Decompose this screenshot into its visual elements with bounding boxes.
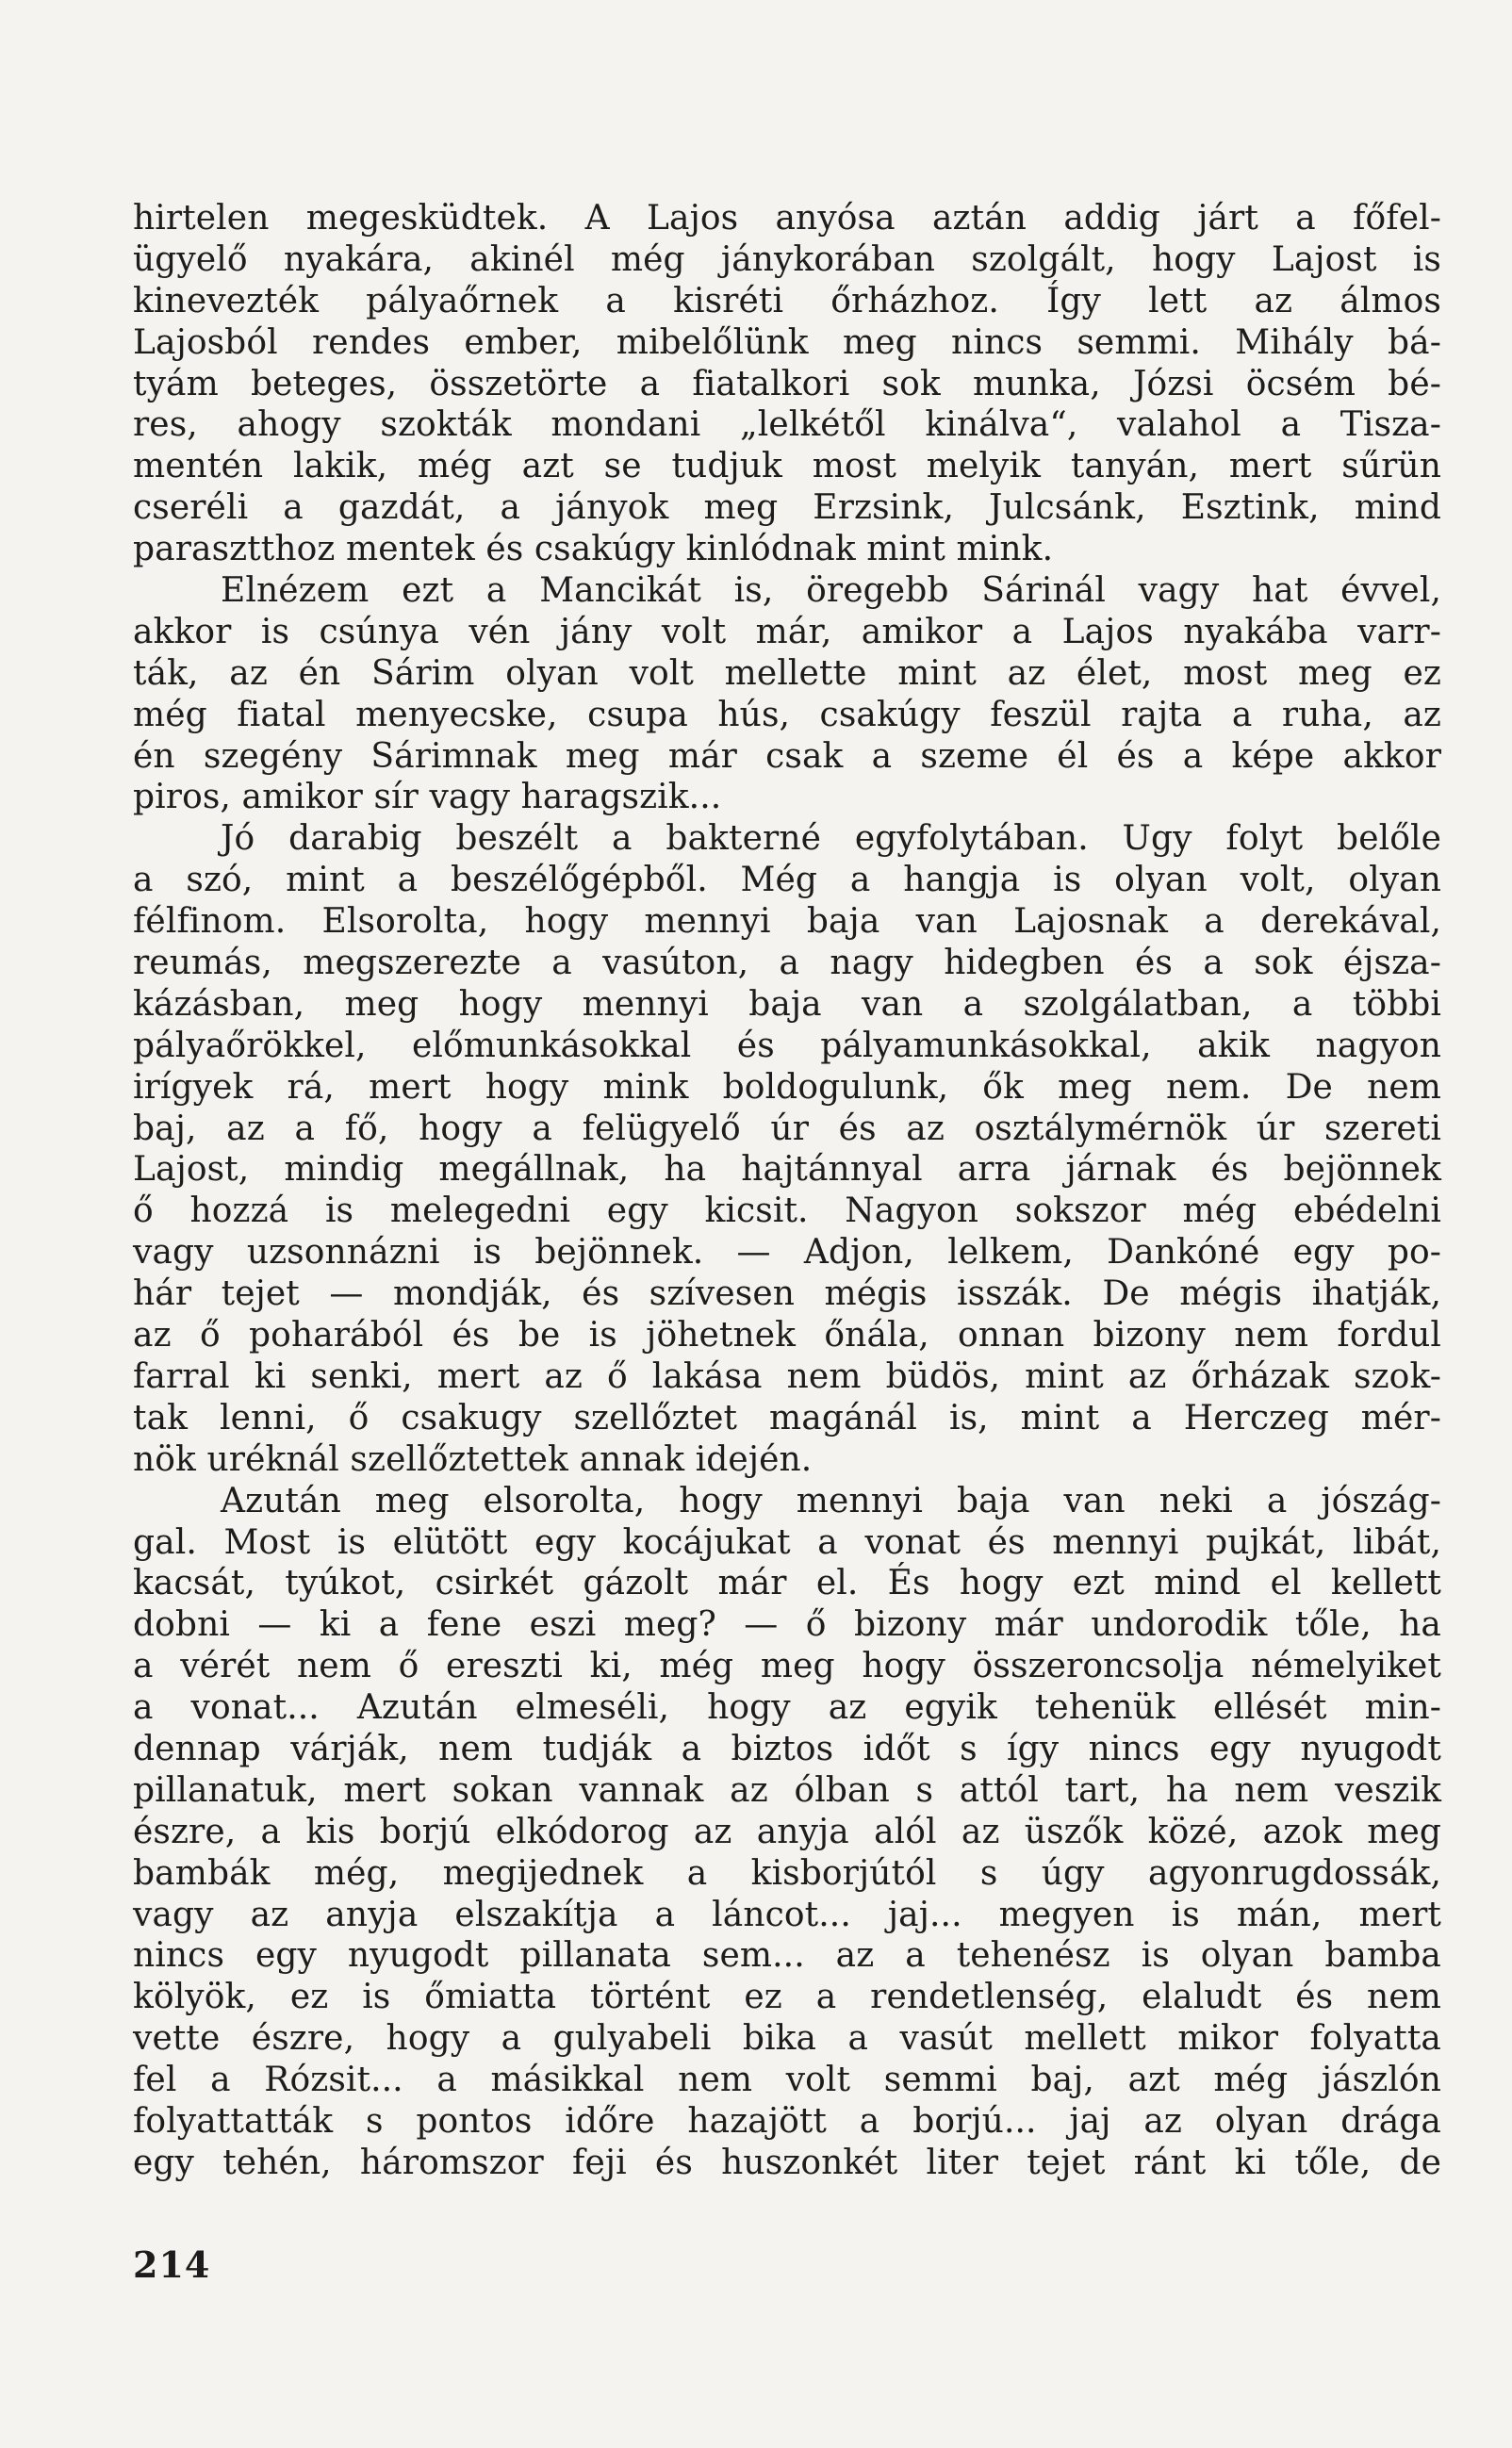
text-line: piros, amikor sír vagy haragszik... <box>133 778 722 817</box>
text-line: vagy uzsonnázni is bejönnek. — Adjon, lelkem, Dankóné egy po- <box>133 1233 1441 1273</box>
text-line: akkor is csúnya vén jány volt már, amikor a Lajos nyakába varr- <box>133 612 1441 651</box>
text-line: Elnézem ezt a Mancikát is, öregebb Sárinál vagy hat évvel, <box>221 571 1441 611</box>
paragraph-3 <box>133 818 1441 1480</box>
page-number: 214 <box>133 2243 211 2286</box>
text-line: irígyek rá, mert hogy mink boldogulunk, ők meg nem. De nem <box>133 1067 1441 1107</box>
text-line: még fiatal menyecske, csupa hús, csakúgy feszül rajta a ruha, az <box>133 695 1441 734</box>
text-line: hirtelen megesküdtek. A Lajos anyósa aztán addig járt a főfel- <box>133 199 1441 238</box>
text-line: bambák még, megijednek a kisborjútól s úgy agyonrugdossák, <box>133 1853 1441 1893</box>
text-line: nök uréknál szellőztettek annak idején. <box>133 1439 813 1479</box>
text-line: res, ahogy szokták mondani „lelkétől kinálva“, valahol a Tisza- <box>133 405 1441 445</box>
text-line: dobni — ki a fene eszi meg? — ő bizony már undorodik tőle, ha <box>133 1605 1441 1645</box>
text-line: folyattatták s pontos időre hazajött a borjú... jaj az olyan drága <box>133 2101 1441 2141</box>
text-line: mentén lakik, még azt se tudjuk most melyik tanyán, mert sűrün <box>133 447 1441 486</box>
text-line: egy tehén, háromszor feji és huszonkét liter tejet ránt ki tőle, de <box>133 2143 1441 2182</box>
text-line: kázásban, meg hogy mennyi baja van a szolgálatban, a többi <box>133 984 1441 1024</box>
text-line: tyám beteges, összetörte a fiatalkori sok munka, Józsi öcsém bé- <box>133 364 1441 403</box>
text-line: pillanatuk, mert sokan vannak az ólban s attól tart, ha nem veszik <box>133 1770 1441 1810</box>
text-line: kinevezték pályaőrnek a kisréti őrházhoz. Így lett az álmos <box>133 281 1441 320</box>
text-line: reumás, megszerezte a vasúton, a nagy hidegben és a sok éjsza- <box>133 944 1441 983</box>
text-line: dennap várják, nem tudják a biztos időt s így nincs egy nyugodt <box>133 1729 1441 1768</box>
text-line: Lajosból rendes ember, mibelőlünk meg nincs semmi. Mihály bá- <box>133 322 1441 362</box>
text-line: hár tejet — mondják, és szívesen mégis isszák. De mégis ihatják, <box>133 1274 1441 1314</box>
text-line: észre, a kis borjú elkódorog az anyja alól az üszők közé, azok meg <box>133 1812 1441 1851</box>
text-line: ták, az én Sárim olyan volt mellette mint az élet, most meg ez <box>133 653 1441 693</box>
text-line: nincs egy nyugodt pillanata sem... az a tehenész is olyan bamba <box>133 1936 1441 1976</box>
text-line: baj, az a fő, hogy a felügyelő úr és az osztálymérnök úr szereti <box>133 1109 1441 1148</box>
text-line: ő hozzá is melegedni egy kicsit. Nagyon sokszor még ebédelni <box>133 1191 1441 1231</box>
text-line: tak lenni, ő csakugy szellőztet magánál is, mint a Herczeg mér- <box>133 1398 1441 1438</box>
text-line: a vonat... Azután elmeséli, hogy az egyik tehenük ellését min- <box>133 1688 1441 1728</box>
text-line: az ő poharából és be is jöhetnek őnála, onnan bizony nem fordul <box>133 1316 1441 1355</box>
text-line: Azután meg elsorolta, hogy mennyi baja van neki a jószág- <box>221 1481 1441 1520</box>
paragraph-2 <box>133 570 1441 818</box>
text-line: farral ki senki, mert az ő lakása nem büdös, mint az őrházak szok- <box>133 1356 1441 1396</box>
text-line: a szó, mint a beszélőgépből. Még a hangja is olyan volt, olyan <box>133 861 1441 900</box>
paragraph-1 <box>133 198 1441 570</box>
text-line: félfinom. Elsorolta, hogy mennyi baja van Lajosnak a derekával, <box>133 902 1441 942</box>
text-line: kölyök, ez is őmiatta történt ez a rendetlenség, elaludt és nem <box>133 1978 1441 2017</box>
text-line: vette észre, hogy a gulyabeli bika a vasút mellett mikor folyatta <box>133 2019 1441 2059</box>
text-line: pályaőrökkel, előmunkásokkal és pályamunkásokkal, akik nagyon <box>133 1026 1441 1065</box>
text-line: cseréli a gazdát, a jányok meg Erzsink, Julcsánk, Esztink, mind <box>133 488 1441 528</box>
paragraph-4 <box>133 1481 1441 2184</box>
text-line: gal. Most is elütött egy kocájukat a vonat és mennyi pujkát, libát, <box>133 1522 1441 1562</box>
text-line: vagy az anyja elszakítja a láncot... jaj... megyen is mán, mert <box>133 1895 1441 1934</box>
text-line: én szegény Sárimnak meg már csak a szeme él és a képe akkor <box>133 736 1441 776</box>
text-line: kacsát, tyúkot, csirkét gázolt már el. És hogy ezt mind el kellett <box>133 1564 1441 1603</box>
body-text <box>133 198 1441 2184</box>
text-line: Jó darabig beszélt a bakterné egyfolytában. Ugy folyt belőle <box>221 819 1441 859</box>
text-line: parasztthoz mentek és csakúgy kinlódnak mint mink. <box>133 530 1054 569</box>
text-line: Lajost, mindig megállnak, ha hajtánnyal arra járnak és bejönnek <box>133 1150 1441 1190</box>
text-line: fel a Rózsit... a másikkal nem volt semmi baj, azt még jászlón <box>133 2061 1441 2100</box>
text-line: ügyelő nyakára, akinél még jánykorában szolgált, hogy Lajost is <box>133 239 1441 279</box>
text-line: a vérét nem ő ereszti ki, még meg hogy összeroncsolja némelyiket <box>133 1647 1441 1686</box>
